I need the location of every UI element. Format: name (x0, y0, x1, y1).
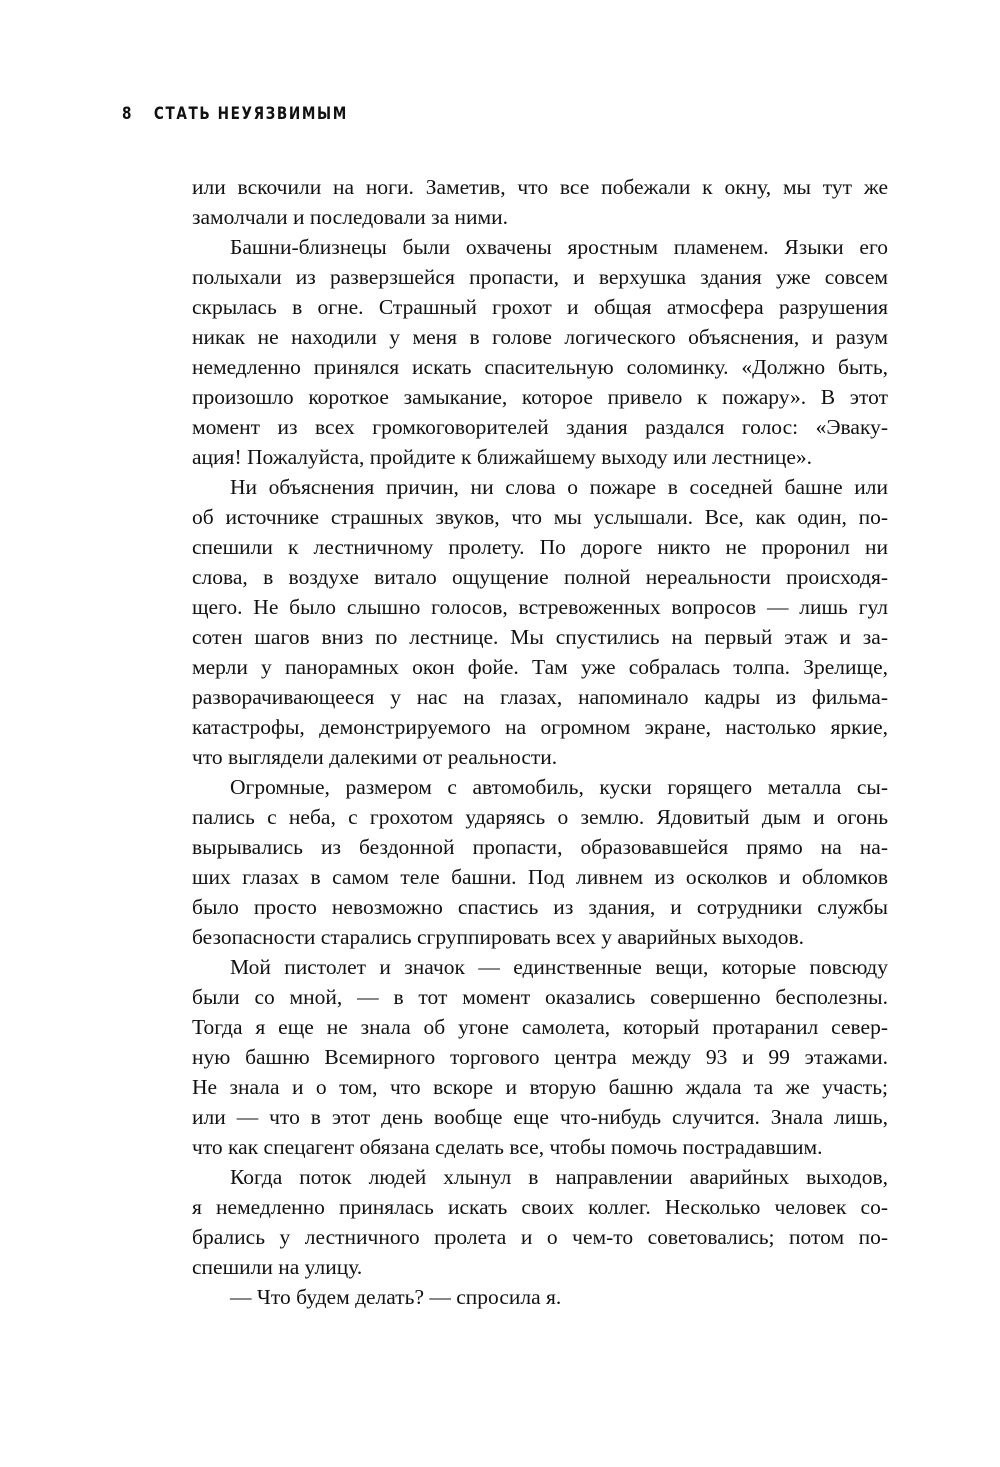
text-line: спешили к лестничному пролету. По дороге никто не проронил ни (192, 535, 888, 559)
text-line: Мой пистолет и значок — единственные вещи, которые повсюду (230, 955, 888, 979)
text-line: что выглядели далекими от реальности. (192, 745, 558, 769)
text-line: об источнике страшных звуков, что мы услышали. Все, как один, по- (192, 505, 888, 529)
text-line: или — что в этот день вообще еще что-нибудь случится. Знала лишь, (192, 1105, 888, 1129)
text-line: спешили на улицу. (192, 1255, 363, 1279)
body-text (192, 172, 888, 1312)
page-number: 8 (122, 104, 134, 124)
text-line: Тогда я еще не знала об угоне самолета, который протаранил север- (192, 1015, 888, 1039)
text-line: Башни-близнецы были охвачены яростным пламенем. Языки его (230, 235, 888, 259)
text-line: катастрофы, демонстрируемого на огромном экране, настолько яркие, (192, 715, 888, 739)
paragraph (192, 1282, 888, 1312)
text-line: замолчали и последовали за ними. (192, 205, 509, 229)
paragraph (192, 172, 888, 232)
text-line: скрылась в огне. Страшный грохот и общая атмосфера разрушения (192, 295, 888, 319)
paragraph (192, 232, 888, 472)
running-title: СТАТЬ НЕУЯЗВИМЫМ (153, 104, 348, 124)
text-line: Не знала и о том, что вскоре и вторую башню ждала та же участь; (192, 1075, 888, 1099)
text-line: были со мной, — в тот момент оказались совершенно бесполезны. (192, 985, 888, 1009)
text-line: произошло короткое замыкание, которое привело к пожару». В этот (192, 385, 888, 409)
text-line: разворачивающееся у нас на глазах, напоминало кадры из фильма- (192, 685, 888, 709)
text-line: я немедленно принялась искать своих коллег. Несколько человек со- (192, 1195, 888, 1219)
paragraph (192, 472, 888, 772)
text-line: — Что будем делать? — спросила я. (230, 1285, 562, 1309)
text-line: вырывались из бездонной пропасти, образовавшейся прямо на на- (192, 835, 888, 859)
text-line: никак не находили у меня в голове логического объяснения, и разум (192, 325, 888, 349)
paragraph (192, 952, 888, 1162)
text-line: слова, в воздухе витало ощущение полной нереальности происходя- (192, 565, 888, 589)
text-line: полыхали из разверзшейся пропасти, и верхушка здания уже совсем (192, 265, 888, 289)
text-line: щего. Не было слышно голосов, встревоженных вопросов — лишь гул (192, 595, 888, 619)
text-line: немедленно принялся искать спасительную соломинку. «Должно быть, (192, 355, 888, 379)
text-line: мерли у панорамных окон фойе. Там уже собралась толпа. Зрелище, (192, 655, 888, 679)
text-line: было просто невозможно спастись из здания, и сотрудники службы (192, 895, 888, 919)
text-line: ших глазах в самом теле башни. Под ливнем из осколков и обломков (192, 865, 888, 889)
text-line: момент из всех громкоговорителей здания раздался голос: «Эваку- (192, 415, 888, 439)
text-line: брались у лестничного пролета и о чем-то советовались; потом по- (192, 1225, 888, 1249)
text-line: что как спецагент обязана сделать все, чтобы помочь пострадавшим. (192, 1135, 823, 1159)
text-line: Огромные, размером с автомобиль, куски горящего металла сы- (230, 775, 888, 799)
text-line: ную башню Всемирного торгового центра между 93 и 99 этажами. (192, 1045, 888, 1069)
text-line: сотен шагов вниз по лестнице. Мы спустились на первый этаж и за- (192, 625, 888, 649)
text-line: или вскочили на ноги. Заметив, что все побежали к окну, мы тут же (192, 175, 888, 199)
text-line: Ни объяснения причин, ни слова о пожаре в соседней башне или (230, 475, 888, 499)
paragraph (192, 772, 888, 952)
text-line: Когда поток людей хлынул в направлении аварийных выходов, (230, 1165, 888, 1189)
text-line: безопасности старались сгруппировать всех у аварийных выходов. (192, 925, 804, 949)
running-header (122, 104, 348, 124)
text-line: ация! Пожалуйста, пройдите к ближайшему выходу или лестнице». (192, 445, 813, 469)
text-line: пались с неба, с грохотом ударяясь о землю. Ядовитый дым и огонь (192, 805, 888, 829)
paragraph (192, 1162, 888, 1282)
